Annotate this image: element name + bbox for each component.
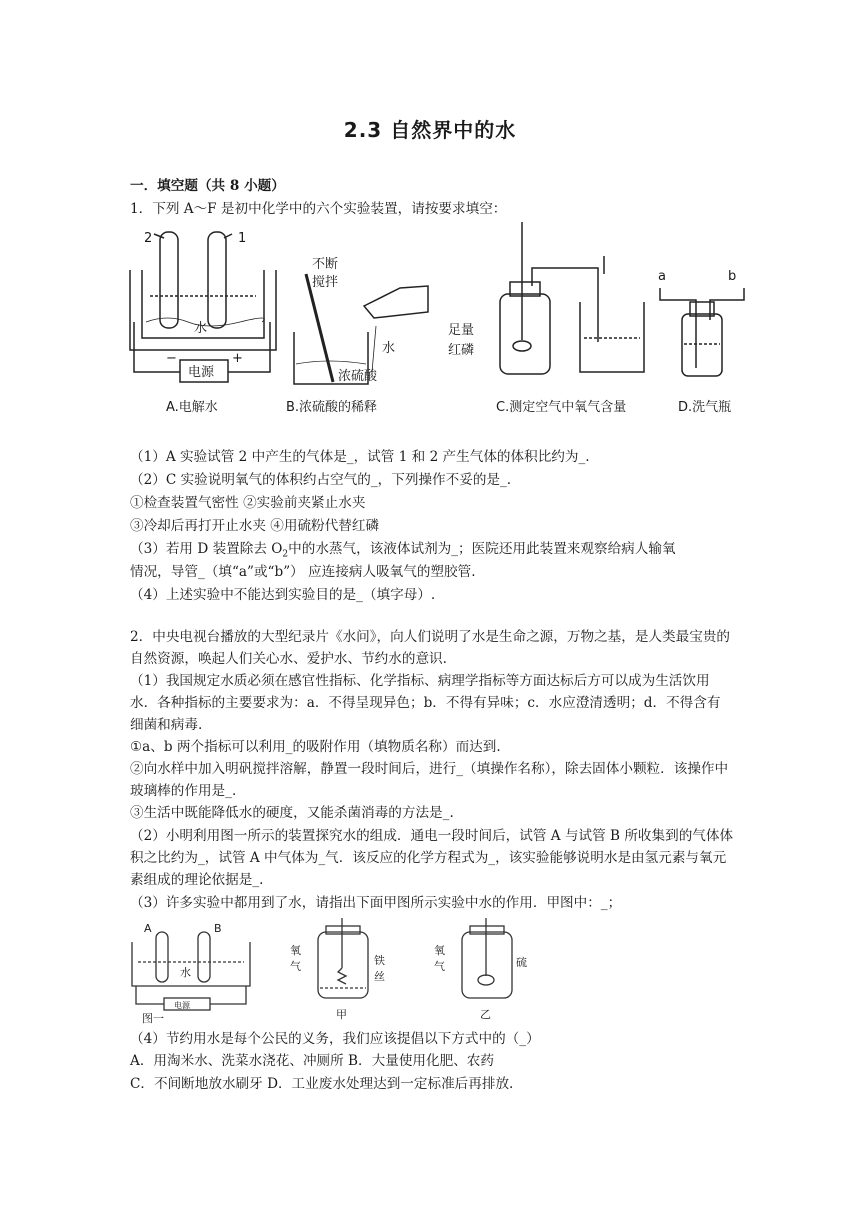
label-tube-a: A <box>144 922 152 935</box>
label-red-phosphorus: 红磷 <box>448 343 475 358</box>
caption-yi: 乙 <box>480 1008 491 1021</box>
figure-experiments <box>128 918 548 1028</box>
q2-item-3: ③生活中既能降低水的硬度，又能杀菌消毒的方法是_. <box>130 805 454 821</box>
caption-b: B.浓硫酸的稀释 <box>286 400 378 415</box>
q2-part-3: （3）许多实验中都用到了水，请指出下面甲图所示实验中水的作用．甲图中：_； <box>130 895 622 911</box>
label-tube-2: 2 <box>144 231 153 246</box>
label-iron-2: 丝 <box>374 970 385 983</box>
q2-item-2: ②向水样中加入明矾搅拌溶解，静置一段时间后，进行_（填操作名称），除去固体小颗粒．该操作中玻璃棒的作用是_. <box>130 761 729 799</box>
q1-part-3 <box>130 537 676 560</box>
q1-option-3-4: ③冷却后再打开止水夹 ④用硫粉代替红磷 <box>130 518 380 534</box>
question-1-stem: 1．下列 A～F 是初中化学中的六个实验装置，请按要求填空： <box>130 201 507 217</box>
label-port-b: b <box>728 269 737 284</box>
q1-part-2: （2）C 实验说明氧气的体积约占空气的_，下列操作不妥的是_. <box>130 472 512 488</box>
q2-part-1: （1）我国规定水质必须在感官性指标、化学指标、病理学指标等方面达标后方可以成为生活饮用水．各种指标的主要要求为：a．不得呈现异色；b．不得有异味；c．水应澄清透明；d．不得含有细菌和病毒. <box>130 673 721 733</box>
label-iron: 铁 <box>374 954 385 967</box>
label-power-fig1: 电源 <box>174 1001 190 1010</box>
caption-a: A.电解水 <box>166 400 218 415</box>
q2-item-1: ①a、b 两个指标可以利用_的吸附作用（填物质名称）而达到. <box>130 739 501 755</box>
label-minus: − <box>166 351 177 366</box>
label-sulfur: 硫 <box>516 956 527 969</box>
q1-part-3-start: （3）若用 D 装置除去 O <box>130 541 283 557</box>
page-title: 2.3 自然界中的水 <box>343 118 517 142</box>
label-tube-1: 1 <box>238 231 247 246</box>
caption-d: D.洗气瓶 <box>678 400 732 415</box>
label-stir: 不断 <box>312 257 339 272</box>
q2-part-2: （2）小明利用图一所示的装置探究水的组成．通电一段时间后，试管 A 与试管 B 所收集到的气体体积之比约为_，试管 A 中气体为_气．该反应的化学方程式为_，该实验能够说明水是由氢元素与氧元素组成的理论依据是_. <box>130 828 734 888</box>
q1-part-4: （4）上述实验中不能达到实验目的是_（填字母）. <box>130 587 436 603</box>
o2-subscript: 2 <box>282 549 289 560</box>
label-oxygen-yi: 氧 <box>434 944 445 957</box>
label-conc-acid: 浓硫酸 <box>338 369 378 384</box>
caption-fig1: 图一 <box>142 1012 164 1025</box>
label-stir-2: 搅拌 <box>312 275 339 290</box>
section-heading: 一．填空题（共 8 小题） <box>130 178 285 194</box>
label-oxygen-yi-2: 气 <box>434 960 445 973</box>
q2-options-a-b: A．用淘米水、洗菜水浇花、冲厕所 B．大量使用化肥、农药 <box>130 1053 494 1069</box>
label-plus: + <box>232 351 243 366</box>
label-port-a: a <box>658 269 666 284</box>
label-water-b: 水 <box>382 341 396 356</box>
q1-part-3-end: 中的水蒸气，该液体试剂为_；医院还用此装置来观察给病人输氧 <box>288 541 676 557</box>
q1-part-3-cont: 情况，导管_（填“a”或“b”） 应连接病人吸氧气的塑胶管. <box>130 564 476 580</box>
label-tube-b: B <box>214 922 222 935</box>
q1-option-1-2: ①检查装置气密性 ②实验前夹紧止水夹 <box>130 495 366 511</box>
caption-c: C.测定空气中氧气含量 <box>496 400 627 415</box>
q1-part-1: （1）A 实验试管 2 中产生的气体是_，试管 1 和 2 产生气体的体积比约为_. <box>130 449 590 465</box>
label-power-a: 电源 <box>188 365 215 380</box>
caption-jia: 甲 <box>336 1008 347 1021</box>
label-oxygen-jia-2: 气 <box>290 960 301 973</box>
q2-part-4: （4）节约用水是每个公民的义务，我们应该提倡以下方式中的（_） <box>130 1031 540 1047</box>
q2-options-c-d: C．不间断地放水刷牙 D．工业废水处理达到一定标准后再排放. <box>130 1076 514 1092</box>
figure-apparatus-a-d <box>128 222 768 422</box>
label-water-a: 水 <box>194 321 208 336</box>
question-2-stem: 2．中央电视台播放的大型纪录片《水问》，向人们说明了水是生命之源，万物之基，是人类最宝贵的自然资源，唤起人们关心水、爱护水、节约水的意识. <box>130 629 730 667</box>
label-water-fig1: 水 <box>180 966 191 979</box>
label-enough: 足量 <box>448 323 475 338</box>
label-oxygen-jia: 氧 <box>290 944 301 957</box>
